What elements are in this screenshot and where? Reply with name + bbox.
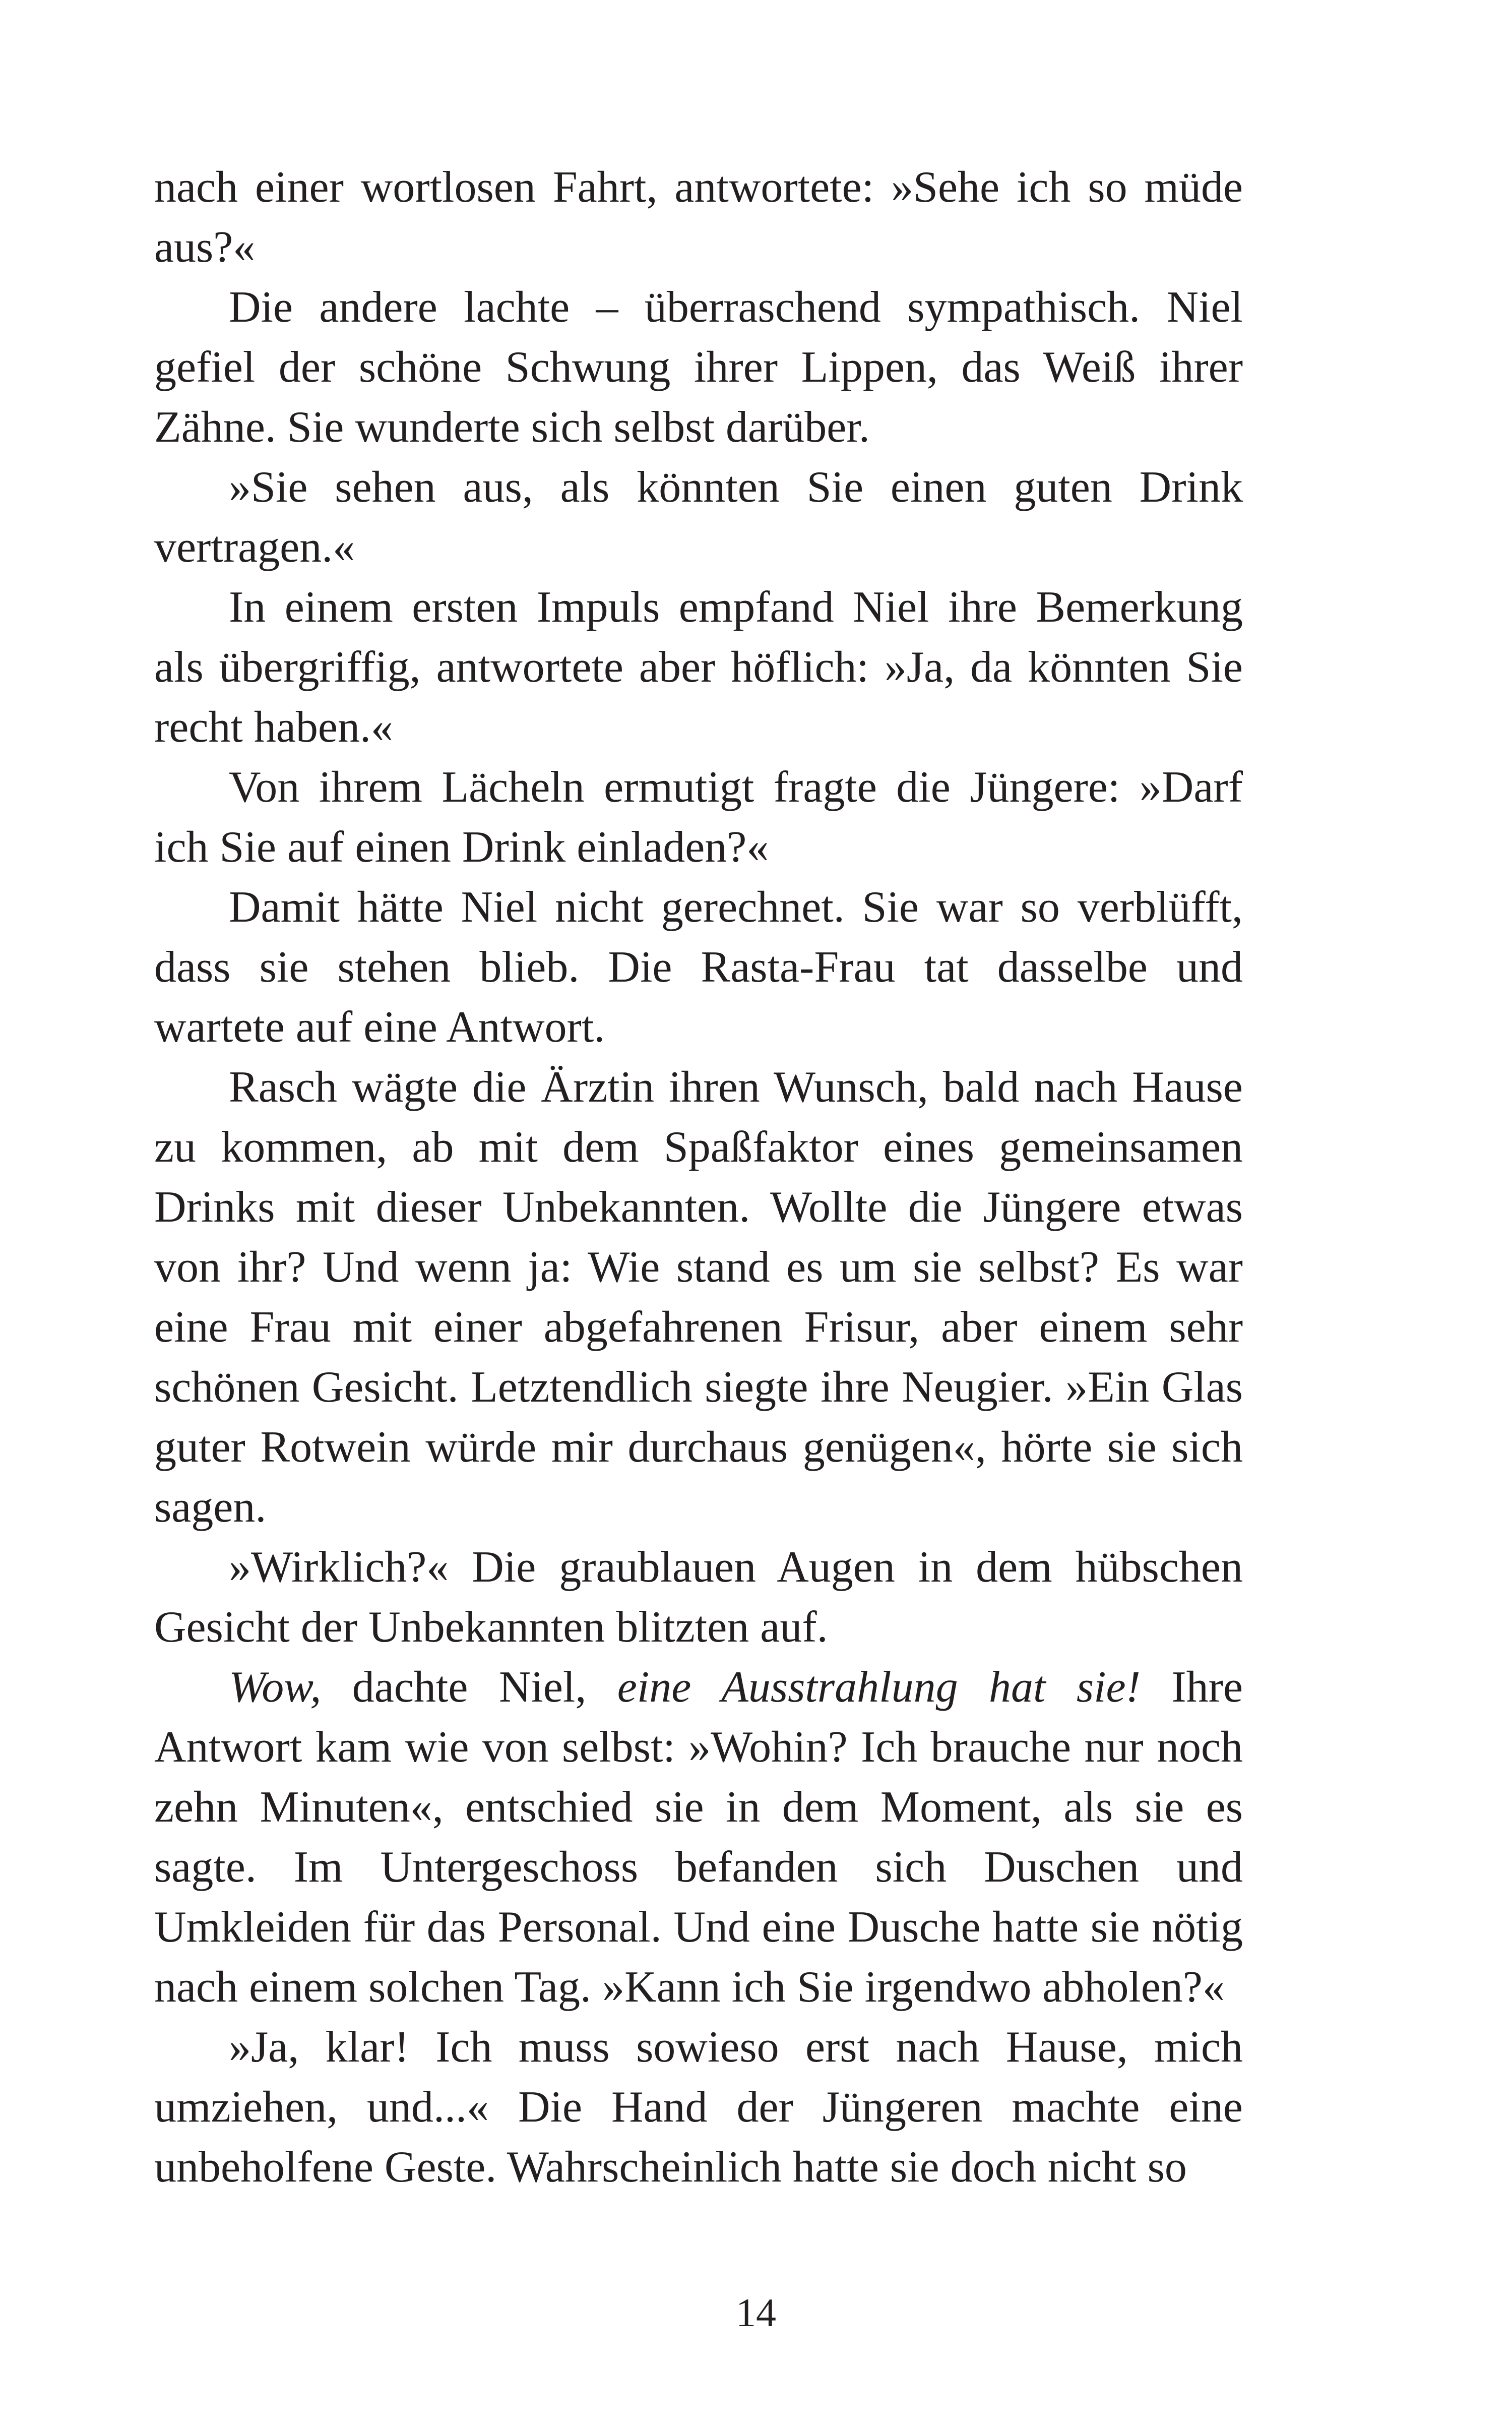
paragraph-text: dachte Niel, <box>321 1663 617 1712</box>
paragraph-with-italics <box>154 1657 1243 2017</box>
paragraph: »Ja, klar! Ich muss sowieso erst nach Hause, mich umziehen, und...« Die Hand der Jüngeren machte eine unbeholfene Geste. Wahrscheinlich hatte sie doch nicht so <box>154 2023 1243 2192</box>
paragraph-text: Ihre Antwort kam wie von selbst: »Wohin? Ich brauche nur noch zehn Minuten«, entschied sie in dem Moment, als sie es sagte. Im Untergeschoss befanden sich Duschen und Umkleiden für das Personal. Und eine Dusche hatte sie nötig nach einem solchen Tag. »Kann ich Sie irgendwo abholen?« <box>154 1663 1243 2012</box>
paragraph: nach einer wortlosen Fahrt, antwortete: »Sehe ich so müde aus?« <box>154 163 1243 272</box>
page-number: 14 <box>736 2291 776 2335</box>
body-text <box>154 157 1243 2197</box>
paragraph: Damit hätte Niel nicht gerechnet. Sie war so verblüfft, dass sie stehen blieb. Die Rasta-Frau tat dasselbe und wartete auf eine Antwort. <box>154 883 1243 1052</box>
paragraph: Die andere lachte – überraschend sympathisch. Niel gefiel der schöne Schwung ihrer Lippen, das Weiß ihrer Zähne. Sie wunderte sich selbst darüber. <box>154 283 1243 452</box>
paragraph: Rasch wägte die Ärztin ihren Wunsch, bald nach Hause zu kommen, ab mit dem Spaßfaktor eines gemeinsamen Drinks mit dieser Unbekannten. Wollte die Jüngere etwas von ihr? Und wenn ja: Wie stand es um sie selbst? Es war eine Frau mit einer abgefahrenen Frisur, aber einem sehr schönen Gesicht. Letztendlich siegte ihre Neugier. »Ein Glas guter Rotwein würde mir durchaus genügen«, hörte sie sich sagen. <box>154 1063 1243 1532</box>
paragraph: »Wirklich?« Die graublauen Augen in dem hübschen Gesicht der Unbekannten blitzten auf. <box>154 1543 1243 1652</box>
paragraph: »Sie sehen aus, als könnten Sie einen guten Drink vertragen.« <box>154 463 1243 572</box>
paragraph: In einem ersten Impuls empfand Niel ihre Bemerkung als übergriffig, antwortete aber höflich: »Ja, da könnten Sie recht haben.« <box>154 583 1243 752</box>
italic-phrase: Wow, <box>229 1663 322 1712</box>
paragraph: Von ihrem Lächeln ermutigt fragte die Jüngere: »Darf ich Sie auf einen Drink einladen?« <box>154 763 1243 872</box>
italic-phrase: eine Ausstrahlung hat sie! <box>617 1663 1141 1712</box>
